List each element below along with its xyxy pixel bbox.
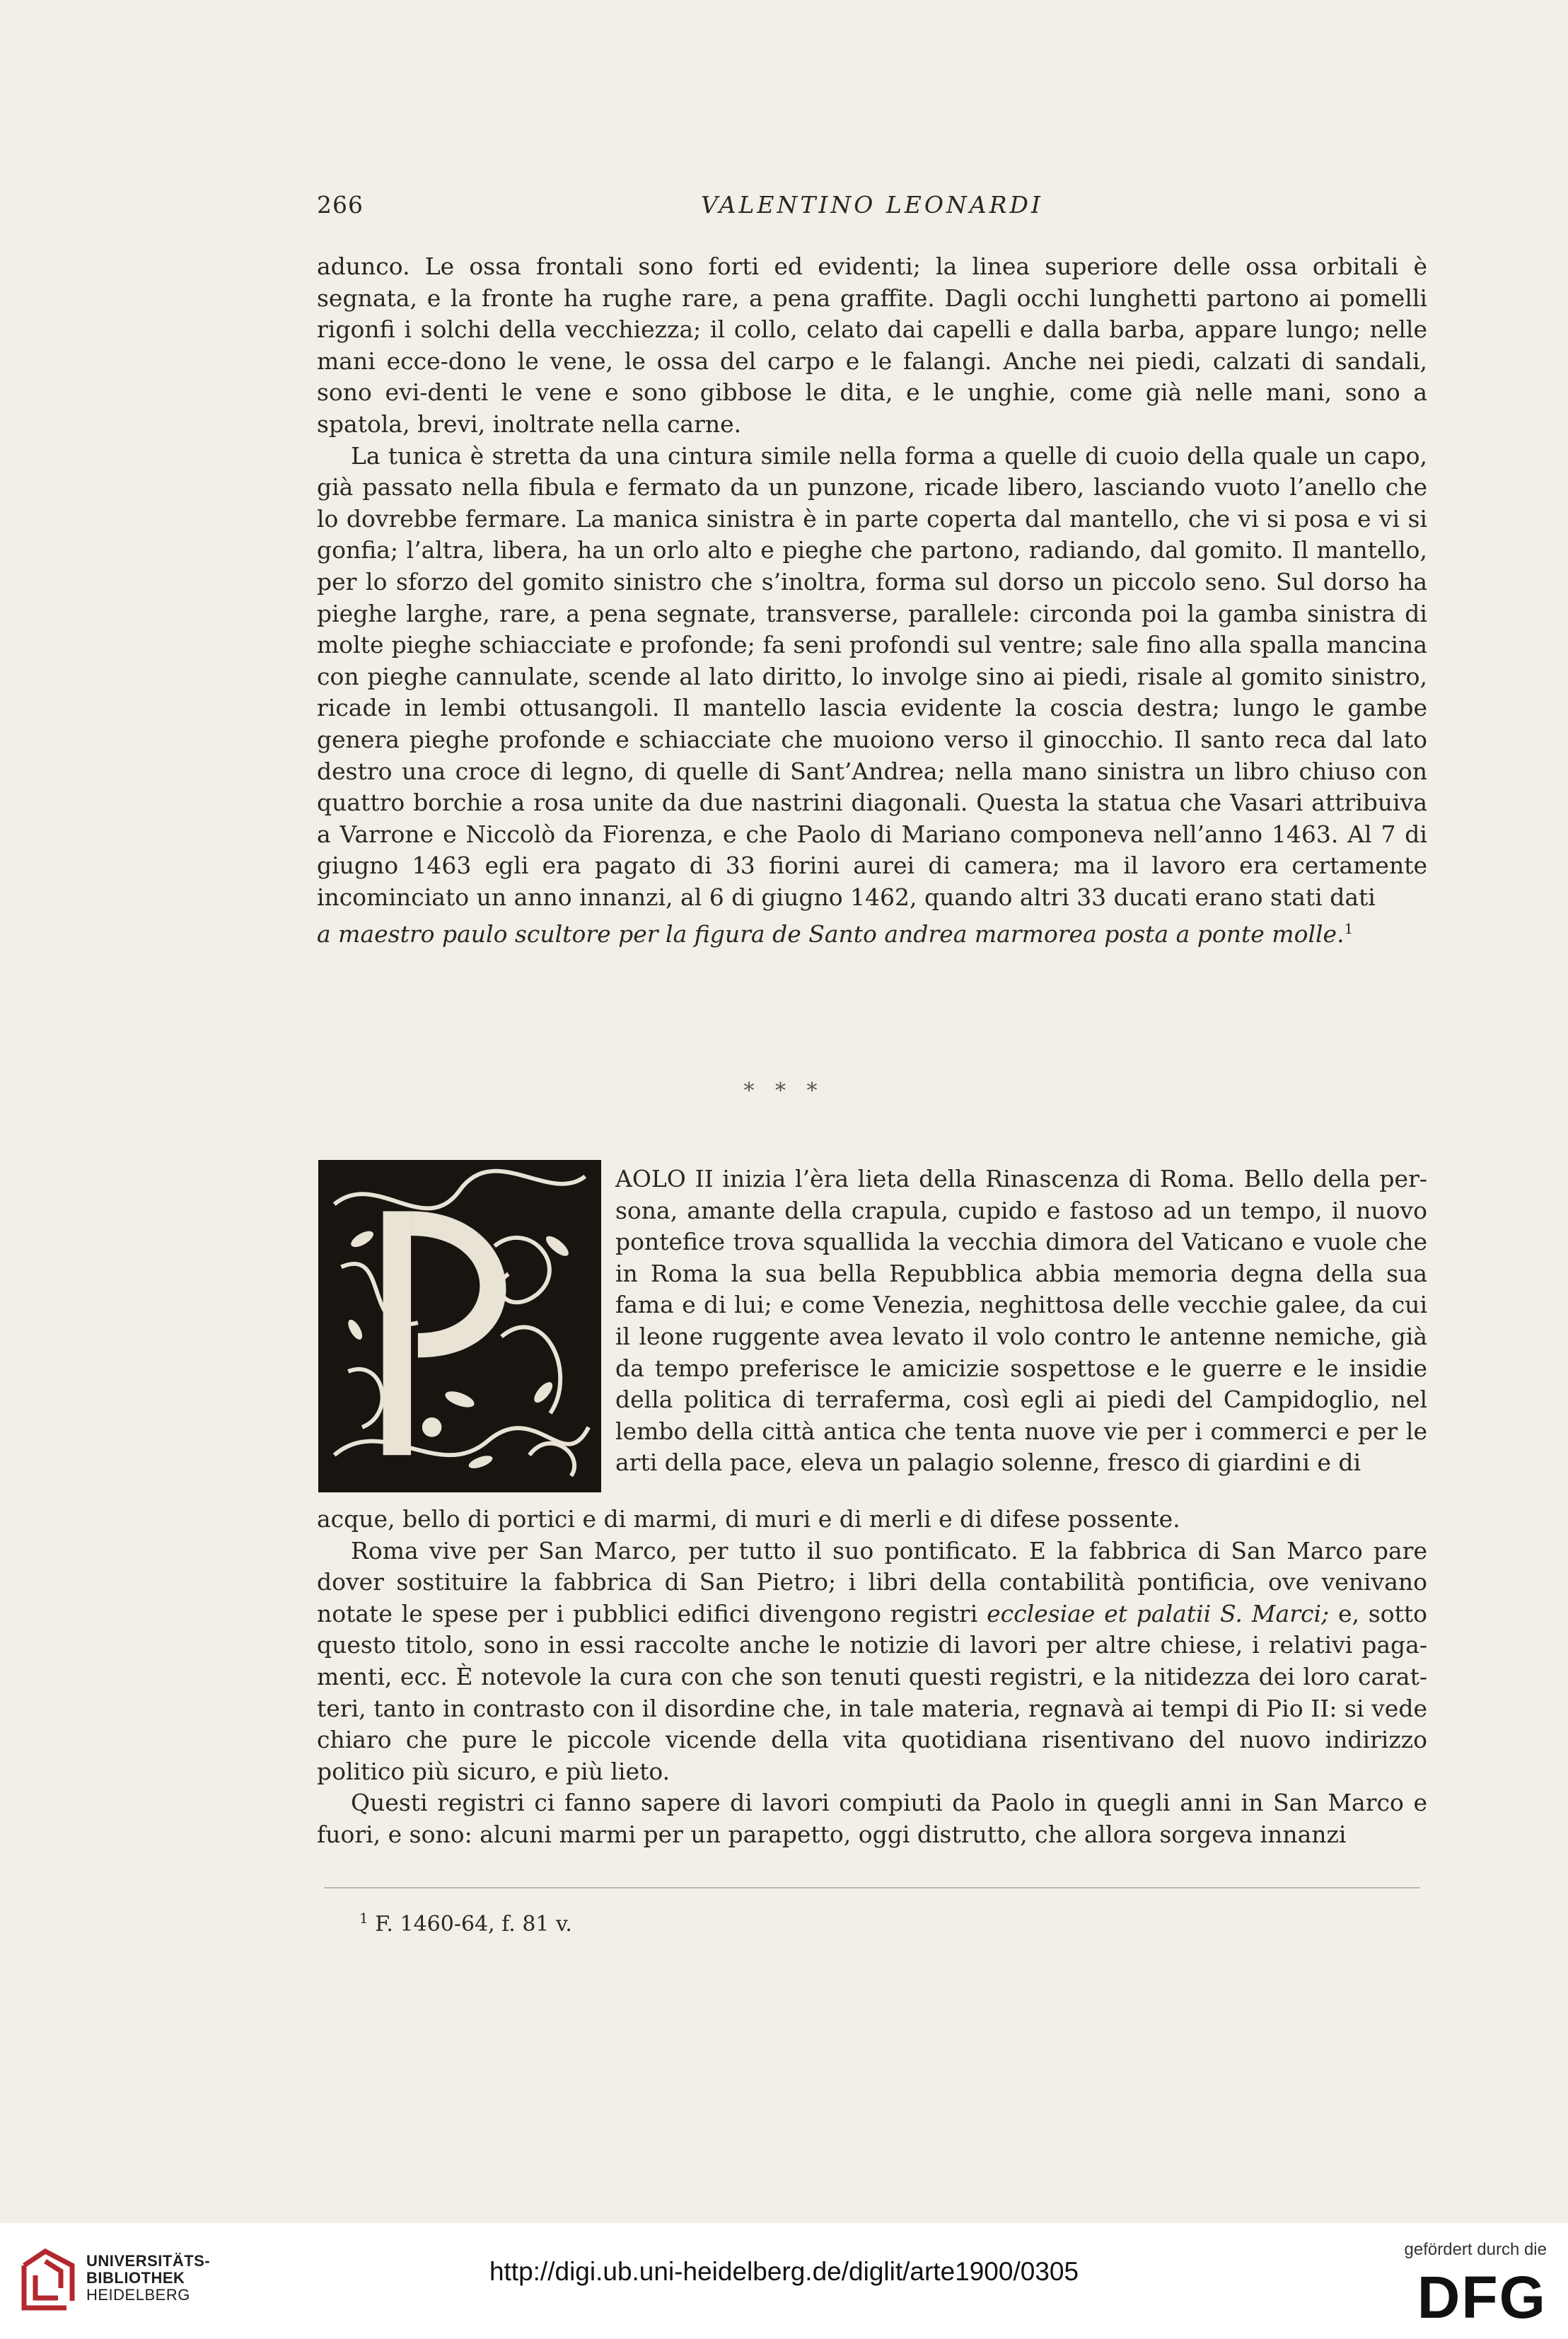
- paragraph-text: e, sotto questo titolo, sono in essi raccolte anche le notizie di lavori per altre chiese, i relativi paga-menti, ecc. È notevole la cura con che son tenuti questi registri, e la nitidezza dei loro carat-teri, tanto in contrasto con il disordine che, in tale materia, regnavà ai tempi di Pio II: si vede chiaro che pure le piccole vicende della vita quotidiana risentivano del nuovo indirizzo politico più sicuro, e più lieto.: [317, 1599, 1427, 1785]
- funding-caption: gefördert durch die: [1404, 2240, 1547, 2259]
- footer-bar: [0, 2223, 1568, 2339]
- italic-register-title: ecclesiae et palatii S. Marci;: [987, 1599, 1330, 1627]
- footnote-marker: 1: [359, 1910, 368, 1927]
- section-divider: * * *: [743, 1079, 825, 1103]
- footnote: [359, 1910, 572, 1937]
- paragraph: Questi registri ci fanno sapere di lavori compiuti da Paolo in quegli anni in San Marco e fuori, e sono: alcuni marmi per un parapetto, oggi distrutto, che allora sorgeva innanzi: [317, 1789, 1427, 1848]
- library-name-line: HEIDELBERG: [86, 2286, 190, 2304]
- footnote-divider: [324, 1887, 1420, 1888]
- dfg-logo[interactable]: DFG: [1417, 2264, 1547, 2331]
- library-name-line: BIBLIOTHEK: [86, 2269, 185, 2287]
- running-title: VALENTINO LEONARDI: [701, 191, 1043, 219]
- initial-paragraph: [615, 1163, 1427, 1479]
- footnote-text: F. 1460-64, f. 81 v.: [375, 1912, 572, 1937]
- permalink-url[interactable]: http://digi.ub.uni-heidelberg.de/diglit/arte1900/0305: [489, 2257, 1079, 2286]
- page-number: 266: [317, 191, 364, 219]
- paragraph: La tunica è stretta da una cintura simile nella forma a quelle di cuoio della quale un capo, già passato nella fibula e fermato da un punzone, ricade libero, lasciando vuoto l’anello che lo dovrebbe fermare. La manica sinistra è in parte coperta dal mantello, che vi si posa e vi si gonfia; l’altra, libera, ha un orlo alto e pieghe che partono, radiando, dal gomito. Il mantello, per lo sforzo del gomito sinistro che s’inoltra, forma sul dorso un piccolo seno. Sul dorso ha pieghe larghe, rare, a pena segnate, transverse, parallele: circonda poi la gamba sinistra di molte pieghe schiacciate e profonde; fa seni profondi sul ventre; sale fino alla spalla mancina con pieghe cannulate, scende al lato diritto, lo involge sino ai piedi, risale al gomito sinistro, ricade in lembi ottusangoli. Il mantello lascia evidente la coscia destra; lungo le gambe genera pieghe profonde e schiacciate che muoiono verso il ginocchio. Il santo reca dal lato destro una croce di legno, di quelle di Sant’Andrea; nella mano sinistra un libro chiuso con quattro borchie a rosa unite da due nastrini diagonali. Questa la statua che Vasari attribuiva a Varrone e Niccolò da Fiorenza, e che Paolo di Mariano componeva nell’anno 1463. Al 7 di giugno 1463 egli era pagato di 33 fiorini aurei di camera; ma il lavoro era certamente incominciato un anno innanzi, al 6 di giugno 1462, quando altri 33 ducati erano stati dati: [317, 441, 1427, 911]
- decorated-initial-p: [318, 1160, 601, 1492]
- text-section-1: [317, 251, 1427, 951]
- paragraph: AOLO II inizia l’èra lieta della Rinascenza di Roma. Bello della per-sona, amante della crapula, cupido e fastoso ad un tempo, il nuovo pontefice trova squallida la vecchia dimora del Vaticano e vuole che in Roma la sua bella Repubblica abbia memoria degna della sua fama e di lui; e come Venezia, neghittosa delle vecchie galee, da cui il leone ruggente avea levato il volo contro le antenne nemiche, già da tempo preferisce le amicizie sospettose e le guerre e le insidie della politica di terraferma, così egli ai piedi del Campidoglio, nel lembo della città antica che tenta nuove vie per i commerci e per le arti della pace, eleva un palagio solenne, fresco di giardini e di: [615, 1165, 1427, 1477]
- footnote-reference: 1: [1344, 920, 1354, 938]
- library-name-line: UNIVERSITÄTS-: [86, 2252, 211, 2270]
- italic-quote: a maestro paulo scultore per la figura de Santo andrea marmorea posta a ponte molle.: [317, 920, 1345, 948]
- paragraph: acque, bello di portici e di marmi, di muri e di merli e di difese possente.: [317, 1505, 1180, 1533]
- text-section-2: [317, 1504, 1427, 1851]
- paragraph-text: Roma vive per San Marco, per tutto il suo pontificato. E la fabbrica di San Marco pare dover sostituire la fabbrica di San Pietro; i libri della contabilità pontificia, ove venivano notate le spese per i pubblici edifici divengono registri: [317, 1536, 1427, 1627]
- paragraph: [317, 1536, 1427, 1788]
- paragraph: adunco. Le ossa frontali sono forti ed evidenti; la linea superiore delle ossa orbitali è segnata, e la fronte ha rughe rare, a pena graffite. Dagli occhi lunghetti partono ai pomelli rigonfi i solchi della vecchiezza; il collo, celato dai capelli e dalla barba, appare lungo; nelle mani ecce-dono le vene, le ossa del carpo e le falangi. Anche nei piedi, calzati di sandali, sono evi-denti le vene e sono gibbose le dita, e le unghie, come già nelle mani, sono a spatola, brevi, inoltrate nella carne.: [317, 253, 1427, 438]
- ornamental-woodcut-icon: [320, 1162, 599, 1490]
- page-header: [317, 191, 1427, 226]
- italic-quote-line: [317, 913, 1427, 951]
